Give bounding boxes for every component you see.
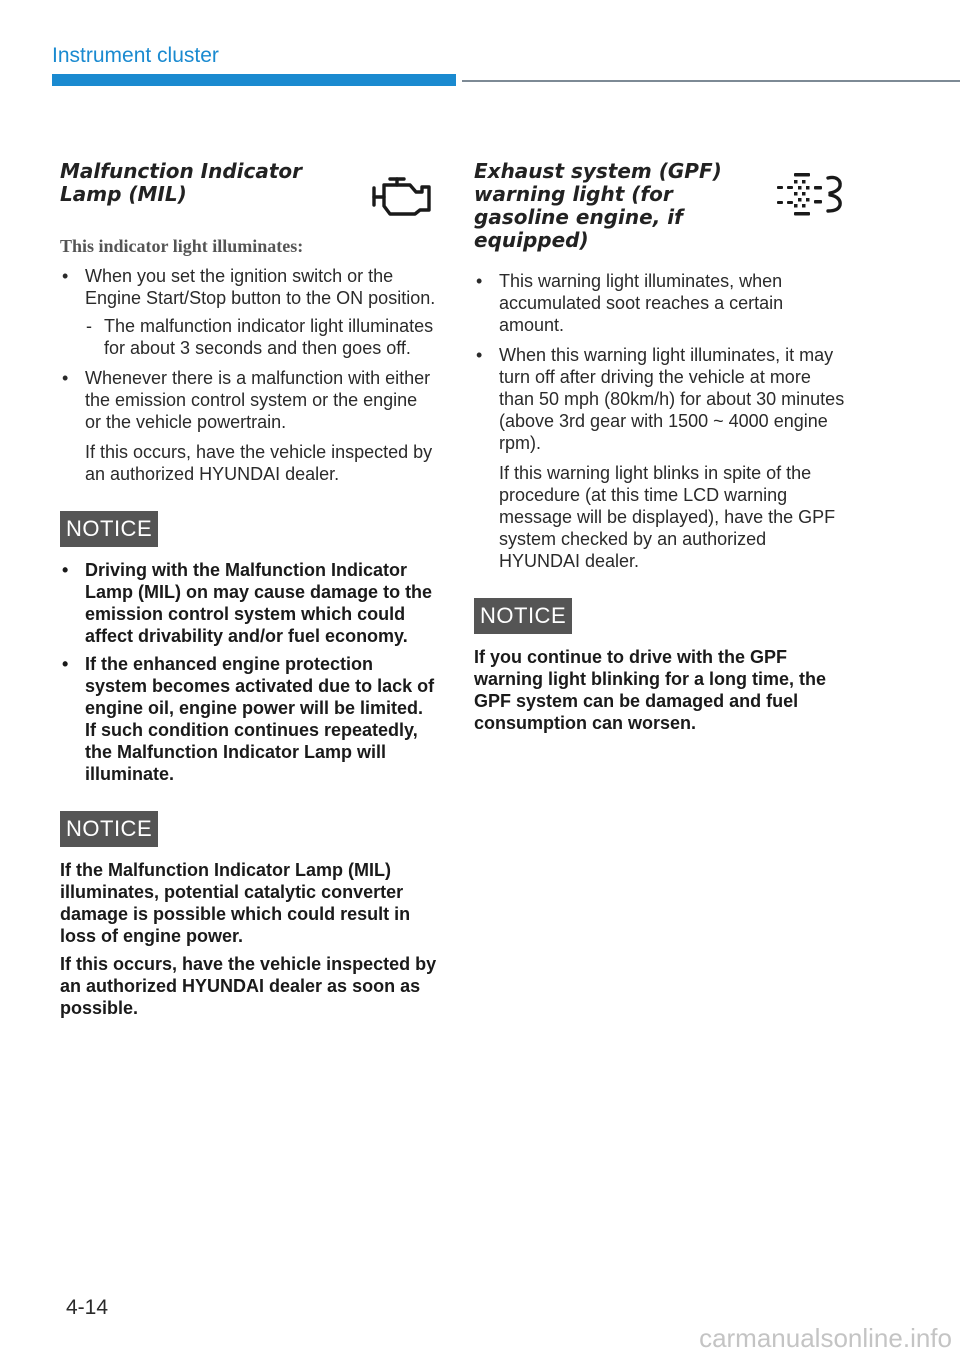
notice-badge: NOTICE (60, 511, 158, 547)
notice-gpf-text: If you continue to drive with the GPF warning light blinking for a long time, the GPF system can be damaged and fuel consumption can worsen. (474, 647, 826, 733)
gpf-title: Exhaust system (GPF) warning light (for gasoline engine, if equipped) (474, 159, 722, 252)
check-engine-icon (370, 170, 434, 218)
gpf-heading (474, 160, 850, 252)
notice-badge: NOTICE (60, 811, 158, 847)
notice-badge: NOTICE (474, 598, 572, 634)
mil-lead: This indicator light illuminates: (60, 236, 304, 256)
notice-item-mil-on: • Driving with the Malfunction Indicator Lamp (MIL) on may cause damage to the emission control system which could affect drivability and/or fuel economy. (60, 559, 438, 647)
mil-bullet-ignition: • When you set the ignition switch or the Engine Start/Stop button to the ON position. (60, 265, 438, 309)
mil-bullet-malfunction: • Whenever there is a malfunction with either the emission control system or the engine or the vehicle powertrain. (60, 367, 438, 433)
left-column (60, 160, 438, 1019)
mil-title: Malfunction Indicator Lamp (MIL) (60, 159, 303, 206)
notice-dealer-paragraph: If this occurs, have the vehicle inspected by an authorized HYUNDAI dealer as soon as possible. (60, 954, 437, 1018)
gpf-blink-paragraph: If this warning light blinks in spite of the procedure (at this time LCD warning message will be displayed), have the GPF system checked by an authorized HYUNDAI dealer. (499, 463, 836, 571)
section-header: Instrument cluster (52, 44, 219, 67)
notice-catalytic (60, 859, 438, 1019)
mil-heading (60, 160, 438, 206)
gpf-bullet-turn-off: • When this warning light illuminates, it may turn off after driving the vehicle at more than 50 mph (80km/h) for about 30 minutes (above 3rd gear with 1500 ~ 4000 engine rpm). (474, 344, 850, 454)
notice-mil-list (60, 559, 438, 785)
notice-item-engine-protection: • If the enhanced engine protection system becomes activated due to lack of engine oil, engine power will be limited. If such condition continues repeatedly, the Malfunction Indicator Lamp will illuminate. (60, 653, 438, 785)
mil-subitem: - The malfunction indicator light illuminates for about 3 seconds and then goes off. (60, 315, 438, 359)
watermark: carmanualsonline.info (699, 1323, 952, 1353)
gpf-bullet-soot: • This warning light illuminates, when accumulated soot reaches a certain amount. (474, 270, 850, 336)
mil-dealer-paragraph: If this occurs, have the vehicle inspected by an authorized HYUNDAI dealer. (85, 442, 433, 484)
header-accent-bar (52, 74, 456, 86)
notice-catalytic-paragraph: If the Malfunction Indicator Lamp (MIL) illuminates, potential catalytic converter damage is possible which could result in loss of engine power. (60, 860, 411, 946)
header-rule (462, 80, 960, 82)
page-number: 4-14 (66, 1296, 109, 1319)
gpf-warning-icon (774, 166, 848, 222)
right-column (474, 160, 850, 734)
